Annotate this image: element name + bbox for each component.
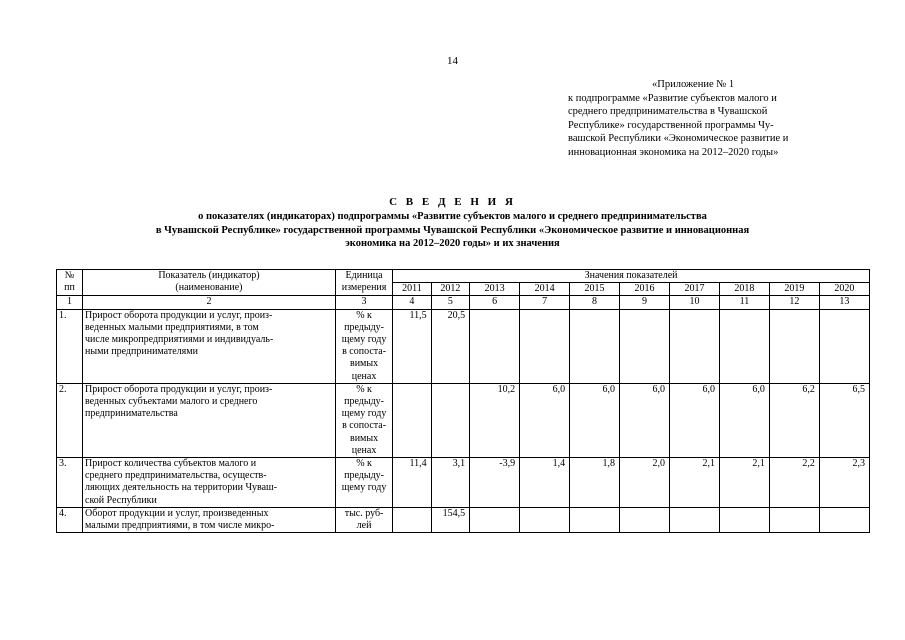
- unit-line: ценах: [351, 370, 377, 382]
- header-year: 2012: [431, 283, 470, 296]
- appendix-line: среднего предпринимательства в Чувашской: [568, 106, 768, 117]
- header-year: 2014: [520, 283, 570, 296]
- unit-line: % к: [356, 458, 372, 470]
- unit-cell: [335, 309, 392, 383]
- appendix-line: «Приложение № 1: [652, 79, 735, 90]
- unit-line: ценах: [351, 444, 377, 456]
- indicator-line: Прирост оборота продукции и услуг, произ-: [85, 309, 273, 321]
- unit-line: тыс. руб-: [344, 507, 384, 519]
- value-cell: 6,2: [769, 383, 819, 457]
- header-unit-line: Единица: [345, 270, 383, 281]
- appendix-line: Республике» государственной программы Чу-: [568, 119, 774, 131]
- unit-line: предыду-: [344, 321, 384, 333]
- value-cell: [470, 309, 520, 383]
- unit-line: лей: [356, 520, 372, 532]
- value-cell: [819, 309, 869, 383]
- table-row: [57, 383, 870, 457]
- header-year: 2018: [719, 283, 769, 296]
- value-cell: 1,8: [570, 458, 620, 508]
- document-subtitle: [80, 210, 825, 251]
- value-cell: [570, 309, 620, 383]
- value-cell: 11,5: [393, 309, 432, 383]
- value-cell: 2,3: [819, 458, 869, 508]
- unit-line: предыду-: [344, 396, 384, 408]
- header-unit-line: измерения: [341, 282, 387, 294]
- header-values-group: Значения показателей: [393, 270, 870, 283]
- unit-line: вимых: [349, 358, 379, 370]
- appendix-line: вашской Республики «Экономическое развитие и: [568, 133, 789, 144]
- header-year: 2020: [819, 283, 869, 296]
- value-cell: [520, 507, 570, 532]
- indicator-name: [83, 458, 336, 508]
- value-cell: [570, 507, 620, 532]
- table-row: [57, 309, 870, 383]
- column-number: 13: [819, 296, 869, 309]
- unit-cell: [335, 383, 392, 457]
- column-number: 8: [570, 296, 620, 309]
- column-number: 4: [393, 296, 432, 309]
- unit-line: щему году: [341, 408, 387, 420]
- value-cell: [669, 507, 719, 532]
- header-year: 2013: [470, 283, 520, 296]
- indicator-name: [83, 507, 336, 532]
- indicator-line: Оборот продукции и услуг, произведенных: [85, 507, 269, 519]
- value-cell: 1,4: [520, 458, 570, 508]
- column-number: 1: [57, 296, 83, 309]
- header-indicator: [83, 270, 336, 296]
- header-indicator-line: (наименование): [175, 282, 243, 294]
- unit-line: % к: [356, 309, 372, 321]
- value-cell: 6,0: [520, 383, 570, 457]
- indicator-name: [83, 309, 336, 383]
- header-num-line: пп: [64, 282, 75, 294]
- column-number: 9: [620, 296, 670, 309]
- value-cell: 6,0: [719, 383, 769, 457]
- table-header-row: [57, 270, 870, 283]
- value-cell: [470, 507, 520, 532]
- unit-cell: [335, 458, 392, 508]
- header-indicator-line: Показатель (индикатор): [158, 270, 260, 281]
- value-cell: 3,1: [431, 458, 470, 508]
- unit-line: щему году: [341, 482, 387, 494]
- column-numbers-row: [57, 296, 870, 309]
- unit-line: предыду-: [344, 470, 384, 482]
- header-year: 2019: [769, 283, 819, 296]
- indicator-line: малыми предприятиями, в том числе микро-: [85, 520, 275, 532]
- value-cell: 2,0: [620, 458, 670, 508]
- value-cell: [819, 507, 869, 532]
- subtitle-line: в Чувашской Республике» государственной программы Чувашской Республики «Экономическое развитие и инновационная: [155, 224, 750, 236]
- column-number: 6: [470, 296, 520, 309]
- value-cell: [719, 507, 769, 532]
- value-cell: 2,1: [719, 458, 769, 508]
- column-number: 5: [431, 296, 470, 309]
- column-number: 2: [83, 296, 336, 309]
- table-row: [57, 507, 870, 532]
- indicator-line: числе микропредприятиями и индивидуаль-: [85, 334, 274, 346]
- value-cell: 10,2: [470, 383, 520, 457]
- row-number: 4.: [57, 507, 83, 532]
- value-cell: 2,1: [669, 458, 719, 508]
- value-cell: [520, 309, 570, 383]
- table-row: [57, 458, 870, 508]
- unit-cell: [335, 507, 392, 532]
- indicator-name: [83, 383, 336, 457]
- value-cell: 154,5: [431, 507, 470, 532]
- value-cell: 2,2: [769, 458, 819, 508]
- unit-line: % к: [356, 383, 372, 395]
- header-year: 2016: [620, 283, 670, 296]
- value-cell: [769, 309, 819, 383]
- unit-line: в сопоста-: [342, 346, 387, 358]
- appendix-line: инновационная экономика на 2012–2020 годы»: [568, 146, 779, 158]
- column-number: 12: [769, 296, 819, 309]
- value-cell: [719, 309, 769, 383]
- column-number: 3: [335, 296, 392, 309]
- indicator-line: веденных субъектами малого и среднего: [85, 396, 258, 408]
- value-cell: -3,9: [470, 458, 520, 508]
- header-num: [57, 270, 83, 296]
- value-cell: 6,0: [669, 383, 719, 457]
- value-cell: 11,4: [393, 458, 432, 508]
- value-cell: 20,5: [431, 309, 470, 383]
- value-cell: [769, 507, 819, 532]
- unit-line: в сопоста-: [342, 420, 387, 432]
- column-number: 7: [520, 296, 570, 309]
- value-cell: [393, 507, 432, 532]
- column-number: 11: [719, 296, 769, 309]
- unit-line: вимых: [349, 432, 379, 444]
- indicator-line: ными предпринимателями: [85, 346, 198, 358]
- header-year: 2017: [669, 283, 719, 296]
- row-number: 1.: [57, 309, 83, 383]
- appendix-reference: [568, 78, 848, 159]
- value-cell: 6,0: [570, 383, 620, 457]
- indicator-line: веденных малыми предприятиями, в том: [85, 321, 259, 333]
- header-unit: [335, 270, 392, 296]
- subtitle-line: о показателях (индикаторах) подпрограммы «Развитие субъектов малого и среднего предпринимательства: [198, 211, 707, 222]
- indicator-line: Прирост количества субъектов малого и: [85, 458, 257, 470]
- appendix-line: к подпрограмме «Развитие субъектов малого и: [568, 92, 777, 104]
- value-cell: [620, 507, 670, 532]
- document-title: С В Е Д Е Н И Я: [389, 196, 516, 208]
- indicator-line: предпринимательства: [85, 408, 178, 420]
- header-year: 2011: [393, 283, 432, 296]
- column-number: 10: [669, 296, 719, 309]
- indicator-line: ской Республики: [85, 494, 157, 506]
- row-number: 2.: [57, 383, 83, 457]
- unit-line: щему году: [341, 334, 387, 346]
- indicator-line: среднего предпринимательства, осуществ-: [85, 470, 267, 482]
- value-cell: [393, 383, 432, 457]
- value-cell: [431, 383, 470, 457]
- value-cell: [620, 309, 670, 383]
- value-cell: 6,0: [620, 383, 670, 457]
- indicators-table: [56, 269, 870, 533]
- header-num-line: №: [64, 270, 75, 281]
- header-year: 2015: [570, 283, 620, 296]
- indicator-line: Прирост оборота продукции и услуг, произ-: [85, 383, 273, 395]
- row-number: 3.: [57, 458, 83, 508]
- subtitle-line: экономика на 2012–2020 годы» и их значения: [345, 238, 560, 249]
- value-cell: [669, 309, 719, 383]
- page-number: 14: [447, 55, 458, 67]
- value-cell: 6,5: [819, 383, 869, 457]
- indicator-line: ляющих деятельность на территории Чуваш-: [85, 482, 278, 494]
